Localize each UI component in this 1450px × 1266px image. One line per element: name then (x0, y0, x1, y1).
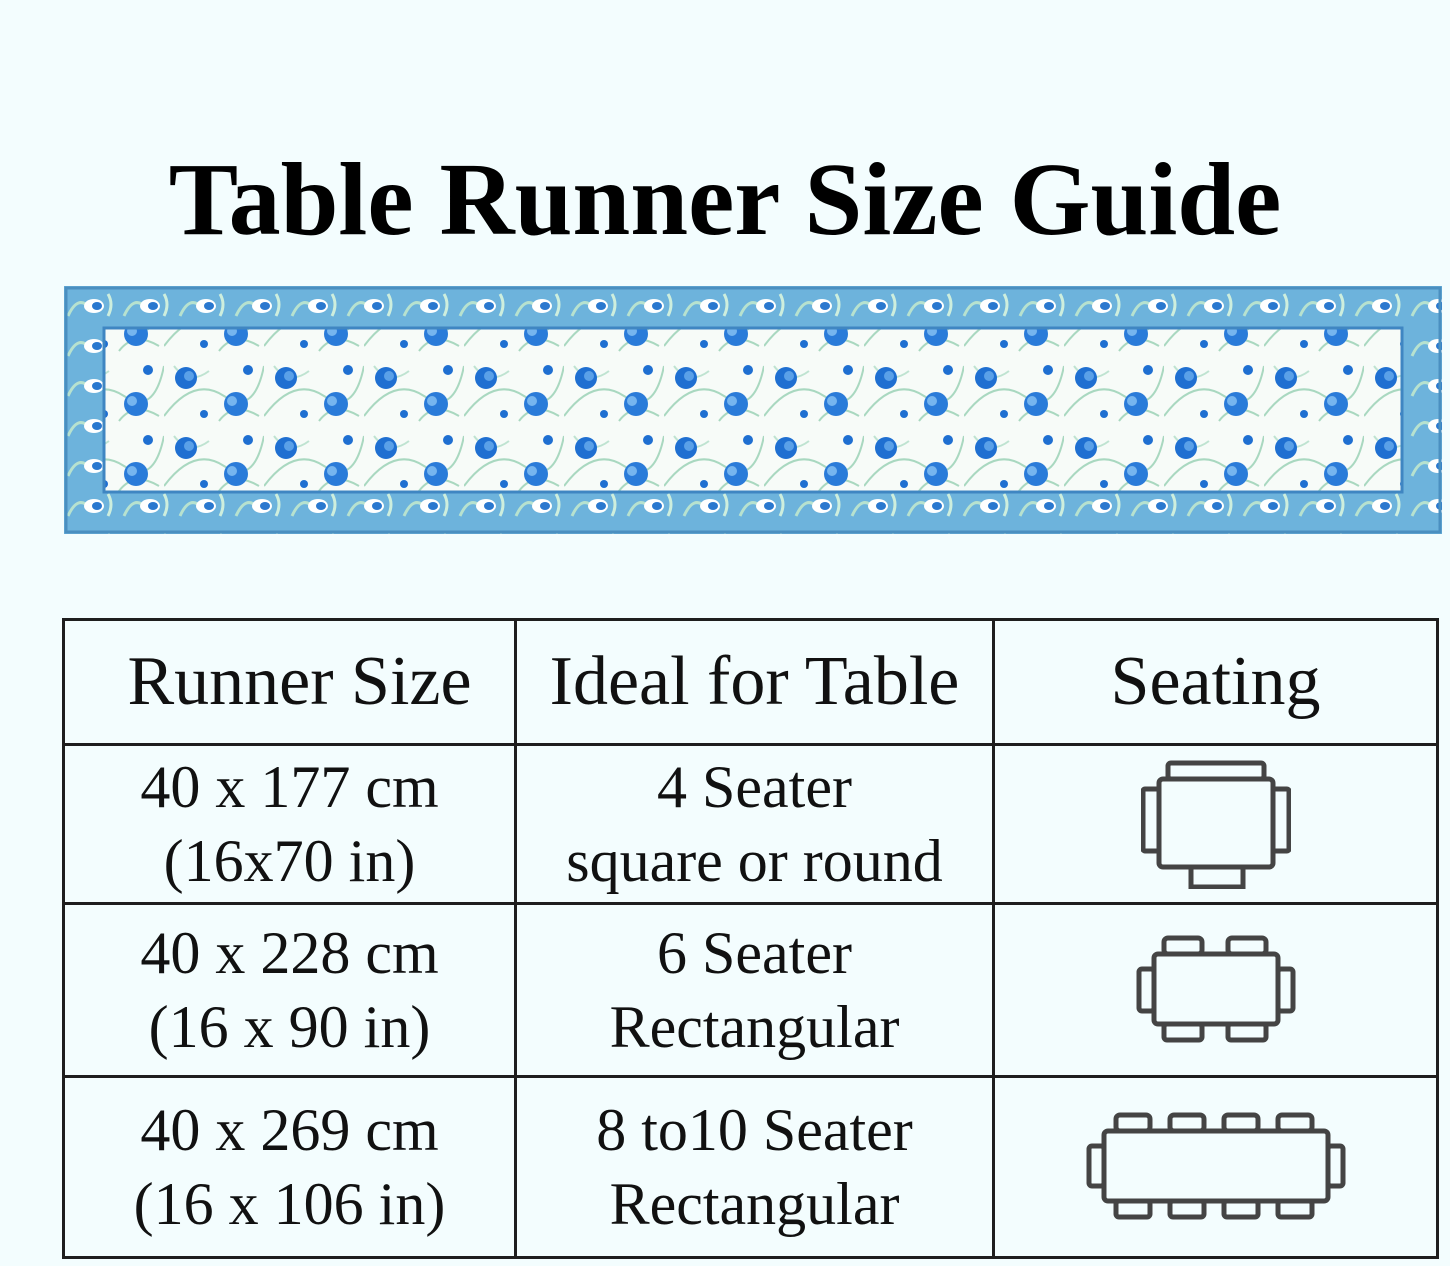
six-seater-table-icon (1136, 935, 1296, 1045)
seating-cell (994, 904, 1438, 1077)
page-title: Table Runner Size Guide (168, 142, 1282, 257)
table-row (64, 1077, 1438, 1258)
table-type-line2: Rectangular (609, 1171, 900, 1237)
size-guide-table (62, 618, 1439, 1259)
size-cm: 40 x 269 cm (140, 1097, 439, 1163)
header-ideal-for-table: Ideal for Table (516, 620, 994, 745)
size-in: (16 x 90 in) (148, 994, 431, 1060)
table-row (64, 745, 1438, 904)
table-type-line1: 6 Seater (657, 920, 852, 986)
ideal-table-cell (516, 745, 994, 904)
ten-seater-table-icon (1086, 1112, 1346, 1222)
header-runner-size: Runner Size (64, 620, 516, 745)
four-seater-table-icon (1141, 759, 1291, 889)
table-type-line1: 4 Seater (657, 754, 852, 820)
size-cm: 40 x 177 cm (140, 754, 439, 820)
table-row (64, 904, 1438, 1077)
table-type-line2: Rectangular (609, 994, 900, 1060)
runner-size-cell (64, 904, 516, 1077)
size-cm: 40 x 228 cm (140, 920, 439, 986)
table-type-line1: 8 to10 Seater (596, 1097, 913, 1163)
size-in: (16x70 in) (163, 828, 416, 894)
runner-size-cell (64, 1077, 516, 1258)
ideal-table-cell (516, 1077, 994, 1258)
ideal-table-cell (516, 904, 994, 1077)
header-seating: Seating (994, 620, 1438, 745)
size-in: (16 x 106 in) (133, 1171, 446, 1237)
table-header-row (64, 620, 1438, 745)
seating-cell (994, 1077, 1438, 1258)
table-type-line2: square or round (566, 828, 943, 894)
table-runner-image (64, 286, 1442, 534)
seating-cell (994, 745, 1438, 904)
runner-size-cell (64, 745, 516, 904)
